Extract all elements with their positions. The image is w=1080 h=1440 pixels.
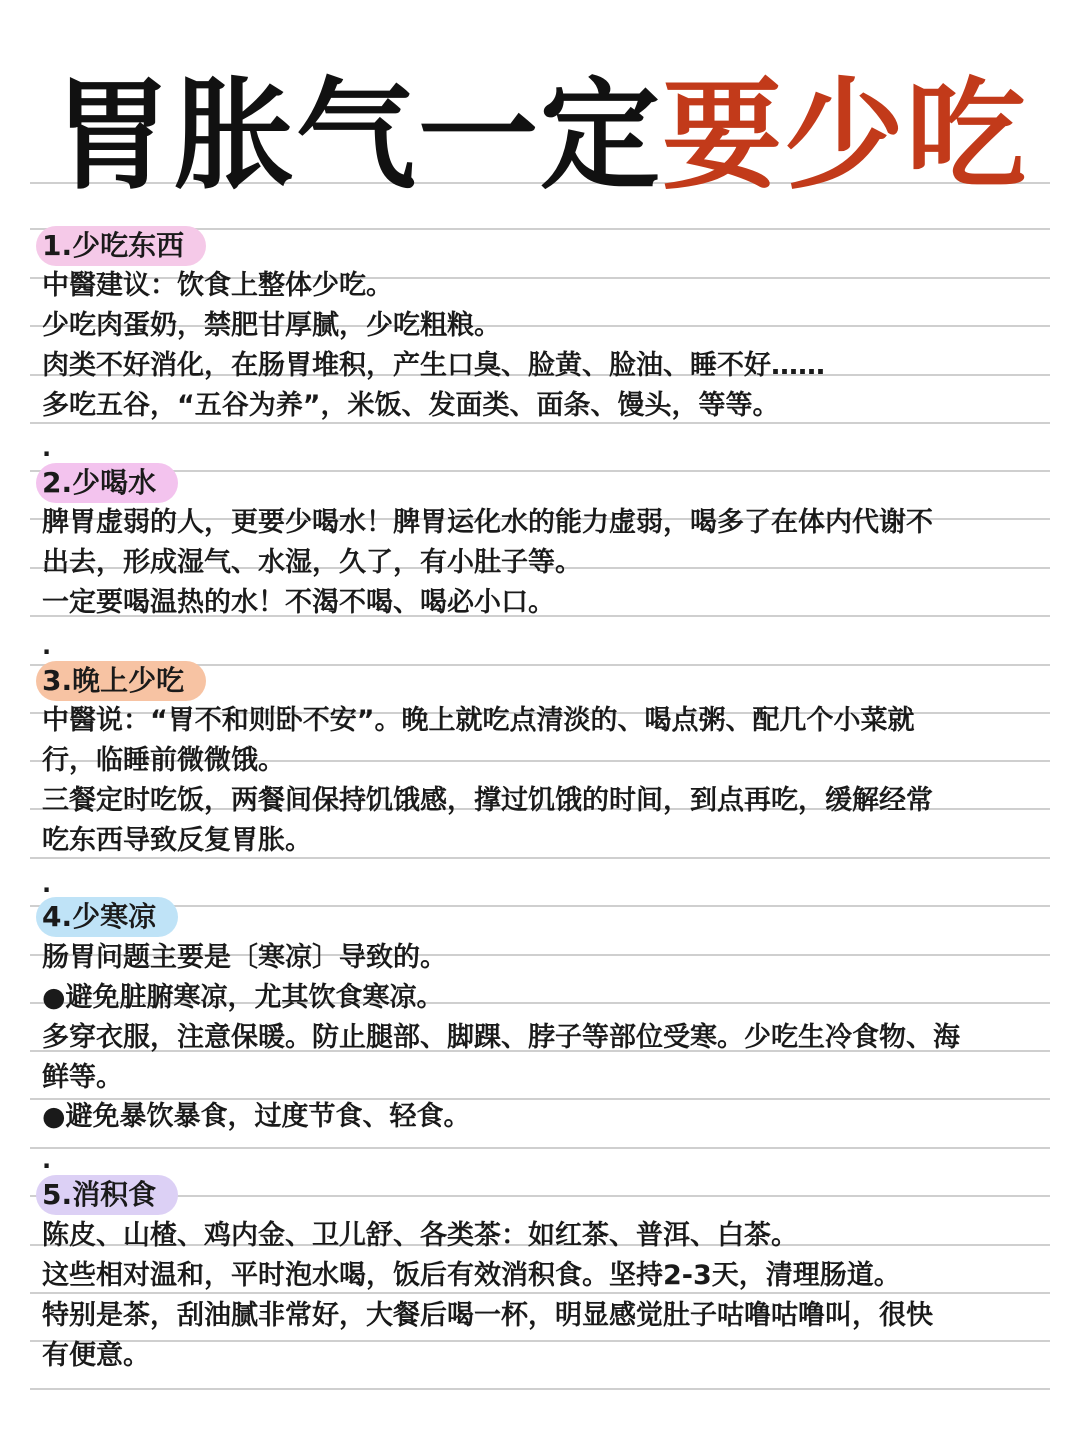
section-separator: .	[42, 1146, 52, 1174]
title-part-black: 胃胀气一定	[52, 67, 662, 206]
section-1-line: 少吃肉蛋奶，禁肥甘厚腻，少吃粗粮。	[42, 310, 501, 341]
ruled-line	[30, 905, 1050, 907]
section-2-line: 脾胃虚弱的人，更要少喝水！脾胃运化水的能力虚弱，喝多了在体内代谢不	[42, 507, 933, 538]
section-2-heading: 2.少喝水	[36, 463, 178, 503]
ruled-line	[30, 1195, 1050, 1197]
section-2-line: 一定要喝温热的水！不渴不喝、喝必小口。	[42, 587, 555, 618]
page-title	[0, 62, 1080, 212]
section-3-line: 三餐定时吃饭，两餐间保持饥饿感，撑过饥饿的时间，到点再吃，缓解经常	[42, 785, 933, 816]
section-4-line: ●避免脏腑寒凉，尤其饮食寒凉。	[42, 982, 444, 1013]
title-part-red: 要少吃	[662, 67, 1028, 206]
section-1-line: 中醫建议：饮食上整体少吃。	[42, 270, 393, 301]
section-1-line: 肉类不好消化，在肠胃堆积，产生口臭、脸黄、脸油、睡不好……	[42, 350, 825, 381]
section-5-heading: 5.消积食	[36, 1175, 178, 1215]
ruled-line	[30, 1340, 1050, 1342]
ruled-line	[30, 1147, 1050, 1149]
section-2-line: 出去，形成湿气、水湿，久了，有小肚子等。	[42, 547, 582, 578]
ruled-line	[30, 1388, 1050, 1390]
section-4-line: 鲜等。	[42, 1062, 123, 1093]
section-3-line: 行，临睡前微微饿。	[42, 745, 285, 776]
section-3-heading: 3.晚上少吃	[36, 661, 206, 701]
section-separator: .	[42, 870, 52, 898]
section-5-line: 这些相对温和，平时泡水喝，饭后有效消积食。坚持2-3天，清理肠道。	[42, 1260, 901, 1291]
section-4-line: ●避免暴饮暴食，过度节食、轻食。	[42, 1101, 471, 1132]
section-4-line: 肠胃问题主要是〔寒凉〕导致的。	[42, 942, 447, 973]
section-5-line: 有便意。	[42, 1340, 150, 1371]
section-3-line: 吃东西导致反复胃胀。	[42, 825, 312, 856]
section-3-line: 中醫说：“胃不和则卧不安”。晚上就吃点清淡的、喝点粥、配几个小菜就	[42, 705, 915, 736]
section-4-line: 多穿衣服，注意保暖。防止腿部、脚踝、脖子等部位受寒。少吃生冷食物、海	[42, 1022, 960, 1053]
section-5-line: 特别是茶，刮油腻非常好，大餐后喝一杯，明显感觉肚子咕噜咕噜叫，很快	[42, 1300, 933, 1331]
section-5-line: 陈皮、山楂、鸡内金、卫儿舒、各类茶：如红茶、普洱、白茶。	[42, 1220, 798, 1251]
section-1-heading: 1.少吃东西	[36, 226, 206, 266]
ruled-line	[30, 470, 1050, 472]
section-separator: .	[42, 632, 52, 660]
section-4-heading: 4.少寒凉	[36, 897, 178, 937]
section-separator: .	[42, 434, 52, 462]
section-1-line: 多吃五谷，“五谷为养”，米饭、发面类、面条、馒头，等等。	[42, 390, 780, 421]
